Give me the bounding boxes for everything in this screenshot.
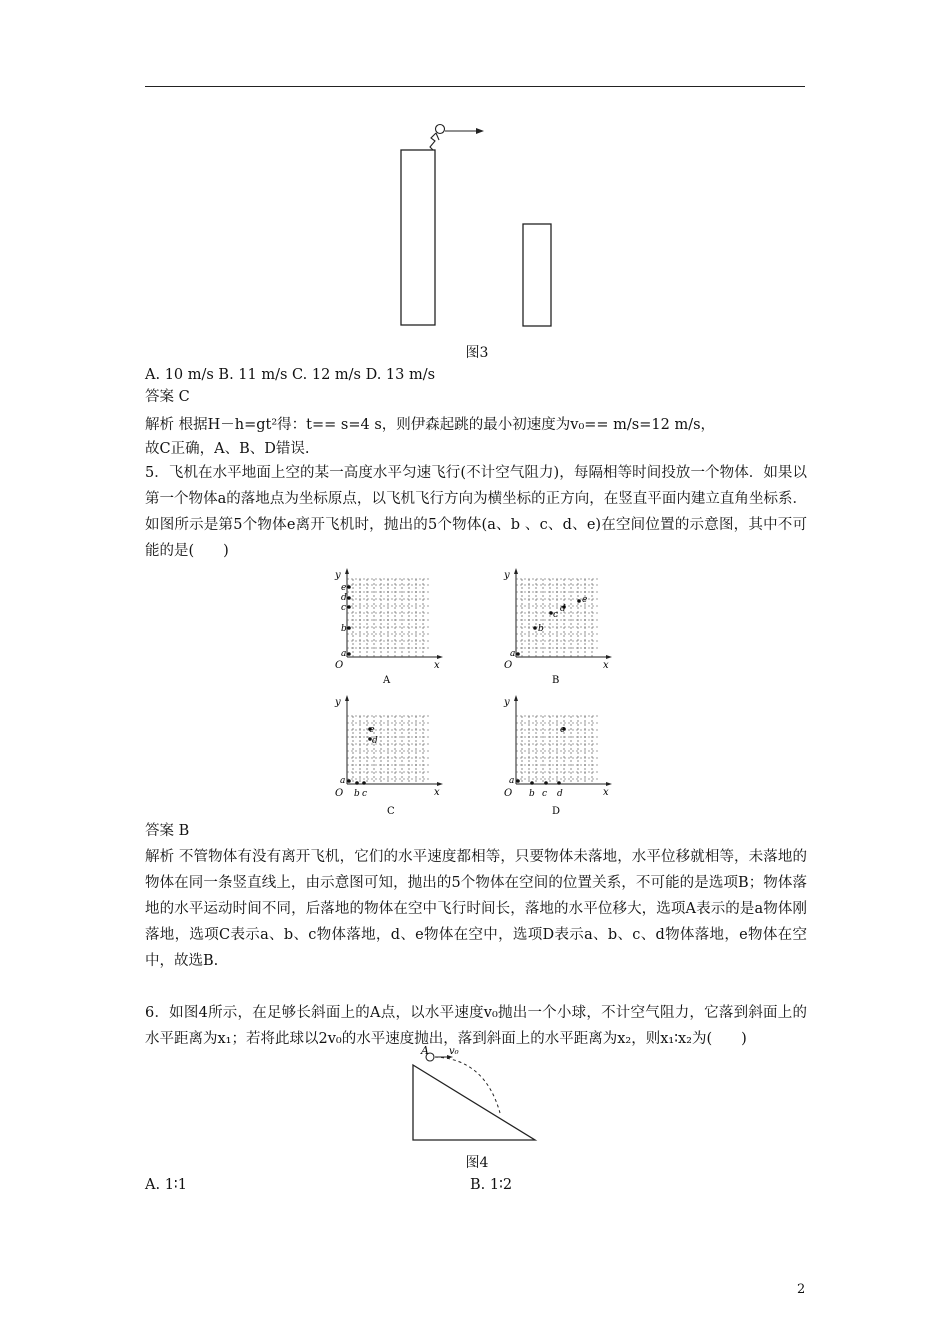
svg-text:O: O [335,660,344,671]
short-building [523,224,551,326]
svg-text:A: A [421,1044,429,1057]
q5-analysis: 解析 不管物体有没有离开飞机，它们的水平速度都相等，只要物体未落地，水平位移就相等，未落地的物体在同一条竖直线上，由示意图可知，抛出的5个物体在空间的位置关系，不可能的是选项B；物体落地的水平运动时间不同，后落地的物体在空中飞行时间长，落地的水平位移大，选项A表示的是a物体刚落地，选项C表示a、b、c物体落地，d、e物体在空中，选项D表示a、b、c、d物体落地，e物体在空中，故选B. [145,849,807,969]
svg-text:b: b [354,789,360,799]
svg-text:b: b [341,624,347,634]
svg-text:e: e [560,725,566,735]
figure-3 [395,120,565,335]
svg-text:c: c [553,610,559,620]
svg-text:O: O [335,788,344,799]
svg-text:y: y [335,570,341,581]
velocity-arrowhead [476,128,484,134]
q4-analysis-line2: 故C正确，A、B、D错误. [145,441,310,457]
svg-text:x: x [434,660,440,671]
q4-options: A. 10 m/s B. 11 m/s C. 12 m/s D. 13 m/s [145,367,436,383]
svg-text:y: y [504,697,510,708]
svg-text:d: d [341,593,347,603]
q6-stem: 6．如图4所示，在足够长斜面上的A点，以水平速度v₀抛出一个小球，不计空气阻力，它落到斜面上的水平距离为x₁；若将此球以2v₀的水平速度抛出，落到斜面上的水平距离为x₂，则x₁∶x₂为( ) [145,1005,807,1047]
svg-text:b: b [538,624,544,634]
svg-text:e: e [341,583,347,593]
svg-text:y: y [504,570,510,581]
fig3-caption: 图3 [465,345,489,361]
svg-text:x: x [434,787,440,798]
svg-text:y: y [335,697,341,708]
q4-analysis-line1: 解析 根据H－h=gt²得：t== s=4 s，则伊森起跳的最小初速度为v₀== m/s=12 m/s， [145,417,716,433]
svg-text:c: c [362,789,368,799]
incline [413,1065,535,1140]
svg-text:x: x [603,787,609,798]
panel-a [333,565,453,685]
q6-option-b: B. 1∶2 [470,1177,513,1193]
panel-d [502,692,622,817]
page-number: 2 [797,1282,806,1297]
q5-stem: 5．飞机在水平地面上空的某一高度水平匀速飞行(不计空气阻力)，每隔相等时间投放一个物体．如果以第一个物体a的落地点为坐标原点，以飞机飞行方向为横坐标的正方向，在竖直平面内建立直角坐标系．如图所示是第5个物体e离开飞机时，抛出的5个物体(a、b 、c、d、e)在空间位置的示意图，其中不可能的是( ) [145,465,807,559]
svg-text:e: e [582,595,588,605]
svg-text:A: A [383,675,391,686]
svg-text:d: d [560,604,566,614]
svg-text:D: D [552,806,561,817]
svg-text:a: a [510,649,516,659]
jumper-body [430,133,439,150]
svg-text:d: d [372,736,378,746]
jumper-head [436,125,445,134]
svg-text:a: a [340,776,346,786]
svg-text:B: B [552,675,560,686]
q4-answer: 答案 C [145,389,190,405]
q5-answer: 答案 B [145,823,190,839]
svg-text:b: b [529,789,535,799]
svg-text:O: O [504,660,513,671]
panel-b [502,565,622,685]
svg-text:a: a [341,649,347,659]
figure-4 [405,1045,545,1145]
svg-text:d: d [557,789,563,799]
svg-text:e: e [369,725,375,735]
svg-text:C: C [387,806,395,817]
svg-text:c: c [542,789,548,799]
q6-option-a: A. 1∶1 [145,1177,187,1193]
tall-building [401,150,435,325]
header-rule [145,86,805,87]
panel-c [333,692,453,817]
svg-text:x: x [603,660,609,671]
svg-text:c: c [341,603,347,613]
fig4-caption: 图4 [465,1155,489,1171]
svg-text:v₀: v₀ [449,1046,459,1057]
svg-text:a: a [509,776,515,786]
svg-text:O: O [504,788,513,799]
